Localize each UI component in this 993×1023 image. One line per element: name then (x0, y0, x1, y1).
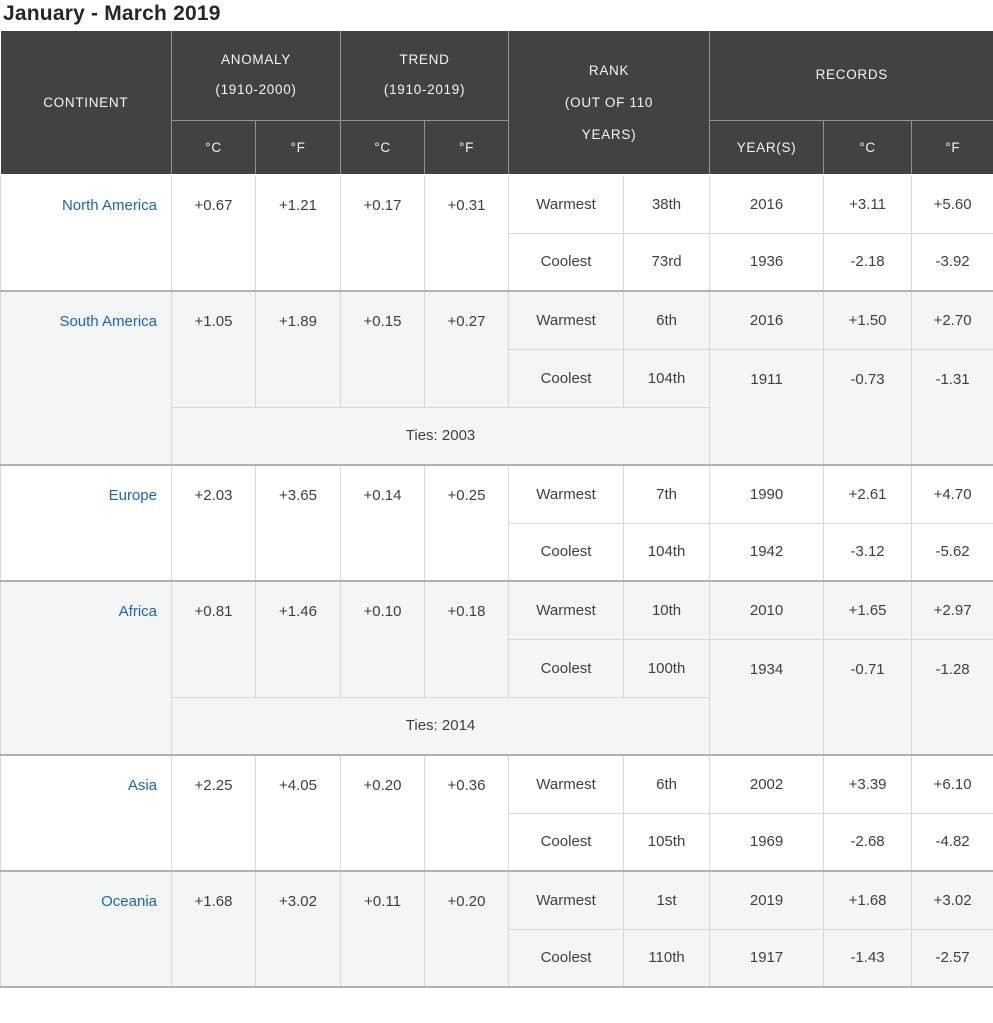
table-row (1, 871, 993, 929)
record-year-cell: 1934 (710, 639, 824, 755)
rank-value-cell: 110th (624, 929, 710, 987)
header-records-c: °C (824, 120, 912, 175)
anomaly-c-cell: +0.67 (172, 175, 256, 291)
anomaly-c-cell: +2.03 (172, 465, 256, 581)
record-year-cell: 2010 (710, 581, 824, 639)
header-records-f: °F (912, 120, 993, 175)
continent-block (1, 871, 993, 987)
record-f-cell: -1.28 (912, 639, 993, 755)
table-header (1, 31, 993, 175)
anomaly-f-cell: +1.46 (256, 581, 341, 697)
record-c-cell: +2.61 (824, 465, 912, 523)
record-f-cell: +6.10 (912, 755, 993, 813)
record-year-cell: 1911 (710, 349, 824, 465)
header-anomaly-f: °F (256, 120, 341, 175)
table-row (1, 465, 993, 523)
continent-block (1, 291, 993, 465)
record-c-cell: +3.39 (824, 755, 912, 813)
trend-c-cell: +0.20 (341, 755, 425, 871)
header-continent: CONTINENT (1, 31, 172, 175)
record-f-cell: +5.60 (912, 175, 993, 233)
rank-value-cell: 7th (624, 465, 710, 523)
trend-f-cell: +0.25 (425, 465, 509, 581)
trend-c-cell: +0.17 (341, 175, 425, 291)
rank-type-cell: Coolest (509, 349, 624, 407)
record-year-cell: 1917 (710, 929, 824, 987)
trend-f-cell: +0.18 (425, 581, 509, 697)
table-row (1, 175, 993, 233)
record-year-cell: 1990 (710, 465, 824, 523)
ties-cell: Ties: 2014 (172, 697, 710, 755)
trend-f-cell: +0.20 (425, 871, 509, 987)
anomaly-f-cell: +3.02 (256, 871, 341, 987)
record-f-cell: -3.92 (912, 233, 993, 291)
rank-type-cell: Coolest (509, 929, 624, 987)
rank-type-cell: Warmest (509, 291, 624, 349)
anomaly-c-cell: +0.81 (172, 581, 256, 697)
record-f-cell: -2.57 (912, 929, 993, 987)
trend-f-cell: +0.36 (425, 755, 509, 871)
continent-cell (1, 291, 172, 465)
rank-type-cell: Coolest (509, 233, 624, 291)
table-row (1, 291, 993, 349)
rank-type-cell: Warmest (509, 871, 624, 929)
rank-value-cell: 38th (624, 175, 710, 233)
continent-link[interactable]: Europe (108, 487, 157, 504)
anomaly-f-cell: +1.21 (256, 175, 341, 291)
anomaly-c-cell: +1.68 (172, 871, 256, 987)
rank-type-cell: Warmest (509, 581, 624, 639)
anomaly-c-cell: +2.25 (172, 755, 256, 871)
continent-link[interactable]: South America (59, 313, 157, 330)
rank-value-cell: 6th (624, 755, 710, 813)
continent-block (1, 175, 993, 291)
continent-link[interactable]: Oceania (101, 893, 157, 910)
rank-type-cell: Warmest (509, 465, 624, 523)
rank-type-cell: Coolest (509, 813, 624, 871)
record-c-cell: +1.50 (824, 291, 912, 349)
trend-f-cell: +0.27 (425, 291, 509, 407)
rank-value-cell: 10th (624, 581, 710, 639)
rank-type-cell: Coolest (509, 639, 624, 697)
record-f-cell: +3.02 (912, 871, 993, 929)
rank-value-cell: 1st (624, 871, 710, 929)
continent-block (1, 465, 993, 581)
record-c-cell: +3.11 (824, 175, 912, 233)
record-c-cell: -2.68 (824, 813, 912, 871)
anomaly-f-cell: +3.65 (256, 465, 341, 581)
continent-cell (1, 581, 172, 755)
trend-c-cell: +0.10 (341, 581, 425, 697)
ties-cell: Ties: 2003 (172, 407, 710, 465)
trend-c-cell: +0.11 (341, 871, 425, 987)
continent-cell (1, 755, 172, 871)
rank-type-cell: Warmest (509, 755, 624, 813)
continent-block (1, 581, 993, 755)
record-year-cell: 2019 (710, 871, 824, 929)
rank-value-cell: 104th (624, 523, 710, 581)
record-f-cell: -4.82 (912, 813, 993, 871)
rank-value-cell: 100th (624, 639, 710, 697)
continent-link[interactable]: Africa (118, 603, 157, 620)
record-f-cell: +4.70 (912, 465, 993, 523)
record-year-cell: 1936 (710, 233, 824, 291)
record-year-cell: 2016 (710, 291, 824, 349)
continent-block (1, 755, 993, 871)
trend-f-cell: +0.31 (425, 175, 509, 291)
record-year-cell: 1942 (710, 523, 824, 581)
record-f-cell: +2.97 (912, 581, 993, 639)
table-row (1, 581, 993, 639)
climate-table (0, 31, 993, 988)
table-row (1, 755, 993, 813)
record-c-cell: -0.71 (824, 639, 912, 755)
header-anomaly-c: °C (172, 120, 256, 175)
record-c-cell: -3.12 (824, 523, 912, 581)
header-records-year: YEAR(S) (710, 120, 824, 175)
anomaly-c-cell: +1.05 (172, 291, 256, 407)
record-c-cell: -0.73 (824, 349, 912, 465)
header-trend-group: TREND (1910-2019) (341, 31, 509, 120)
header-rank-group: RANK (OUT OF 110 YEARS) (509, 31, 710, 175)
continent-link[interactable]: North America (61, 197, 157, 214)
record-f-cell: -1.31 (912, 349, 993, 465)
record-f-cell: -5.62 (912, 523, 993, 581)
anomaly-f-cell: +1.89 (256, 291, 341, 407)
record-f-cell: +2.70 (912, 291, 993, 349)
rank-value-cell: 105th (624, 813, 710, 871)
header-records-group: RECORDS (710, 31, 993, 120)
record-c-cell: -2.18 (824, 233, 912, 291)
header-trend-f: °F (425, 120, 509, 175)
header-trend-c: °C (341, 120, 425, 175)
continent-link[interactable]: Asia (127, 777, 157, 794)
page-title: January - March 2019 (3, 2, 221, 25)
record-c-cell: -1.43 (824, 929, 912, 987)
record-c-cell: +1.68 (824, 871, 912, 929)
anomaly-f-cell: +4.05 (256, 755, 341, 871)
continent-cell (1, 465, 172, 581)
trend-c-cell: +0.14 (341, 465, 425, 581)
rank-type-cell: Coolest (509, 523, 624, 581)
header-anomaly-group: ANOMALY (1910-2000) (172, 31, 341, 120)
trend-c-cell: +0.15 (341, 291, 425, 407)
record-c-cell: +1.65 (824, 581, 912, 639)
rank-type-cell: Warmest (509, 175, 624, 233)
record-year-cell: 2016 (710, 175, 824, 233)
rank-value-cell: 104th (624, 349, 710, 407)
rank-value-cell: 73rd (624, 233, 710, 291)
continent-cell (1, 175, 172, 291)
continent-cell (1, 871, 172, 987)
record-year-cell: 2002 (710, 755, 824, 813)
rank-value-cell: 6th (624, 291, 710, 349)
record-year-cell: 1969 (710, 813, 824, 871)
